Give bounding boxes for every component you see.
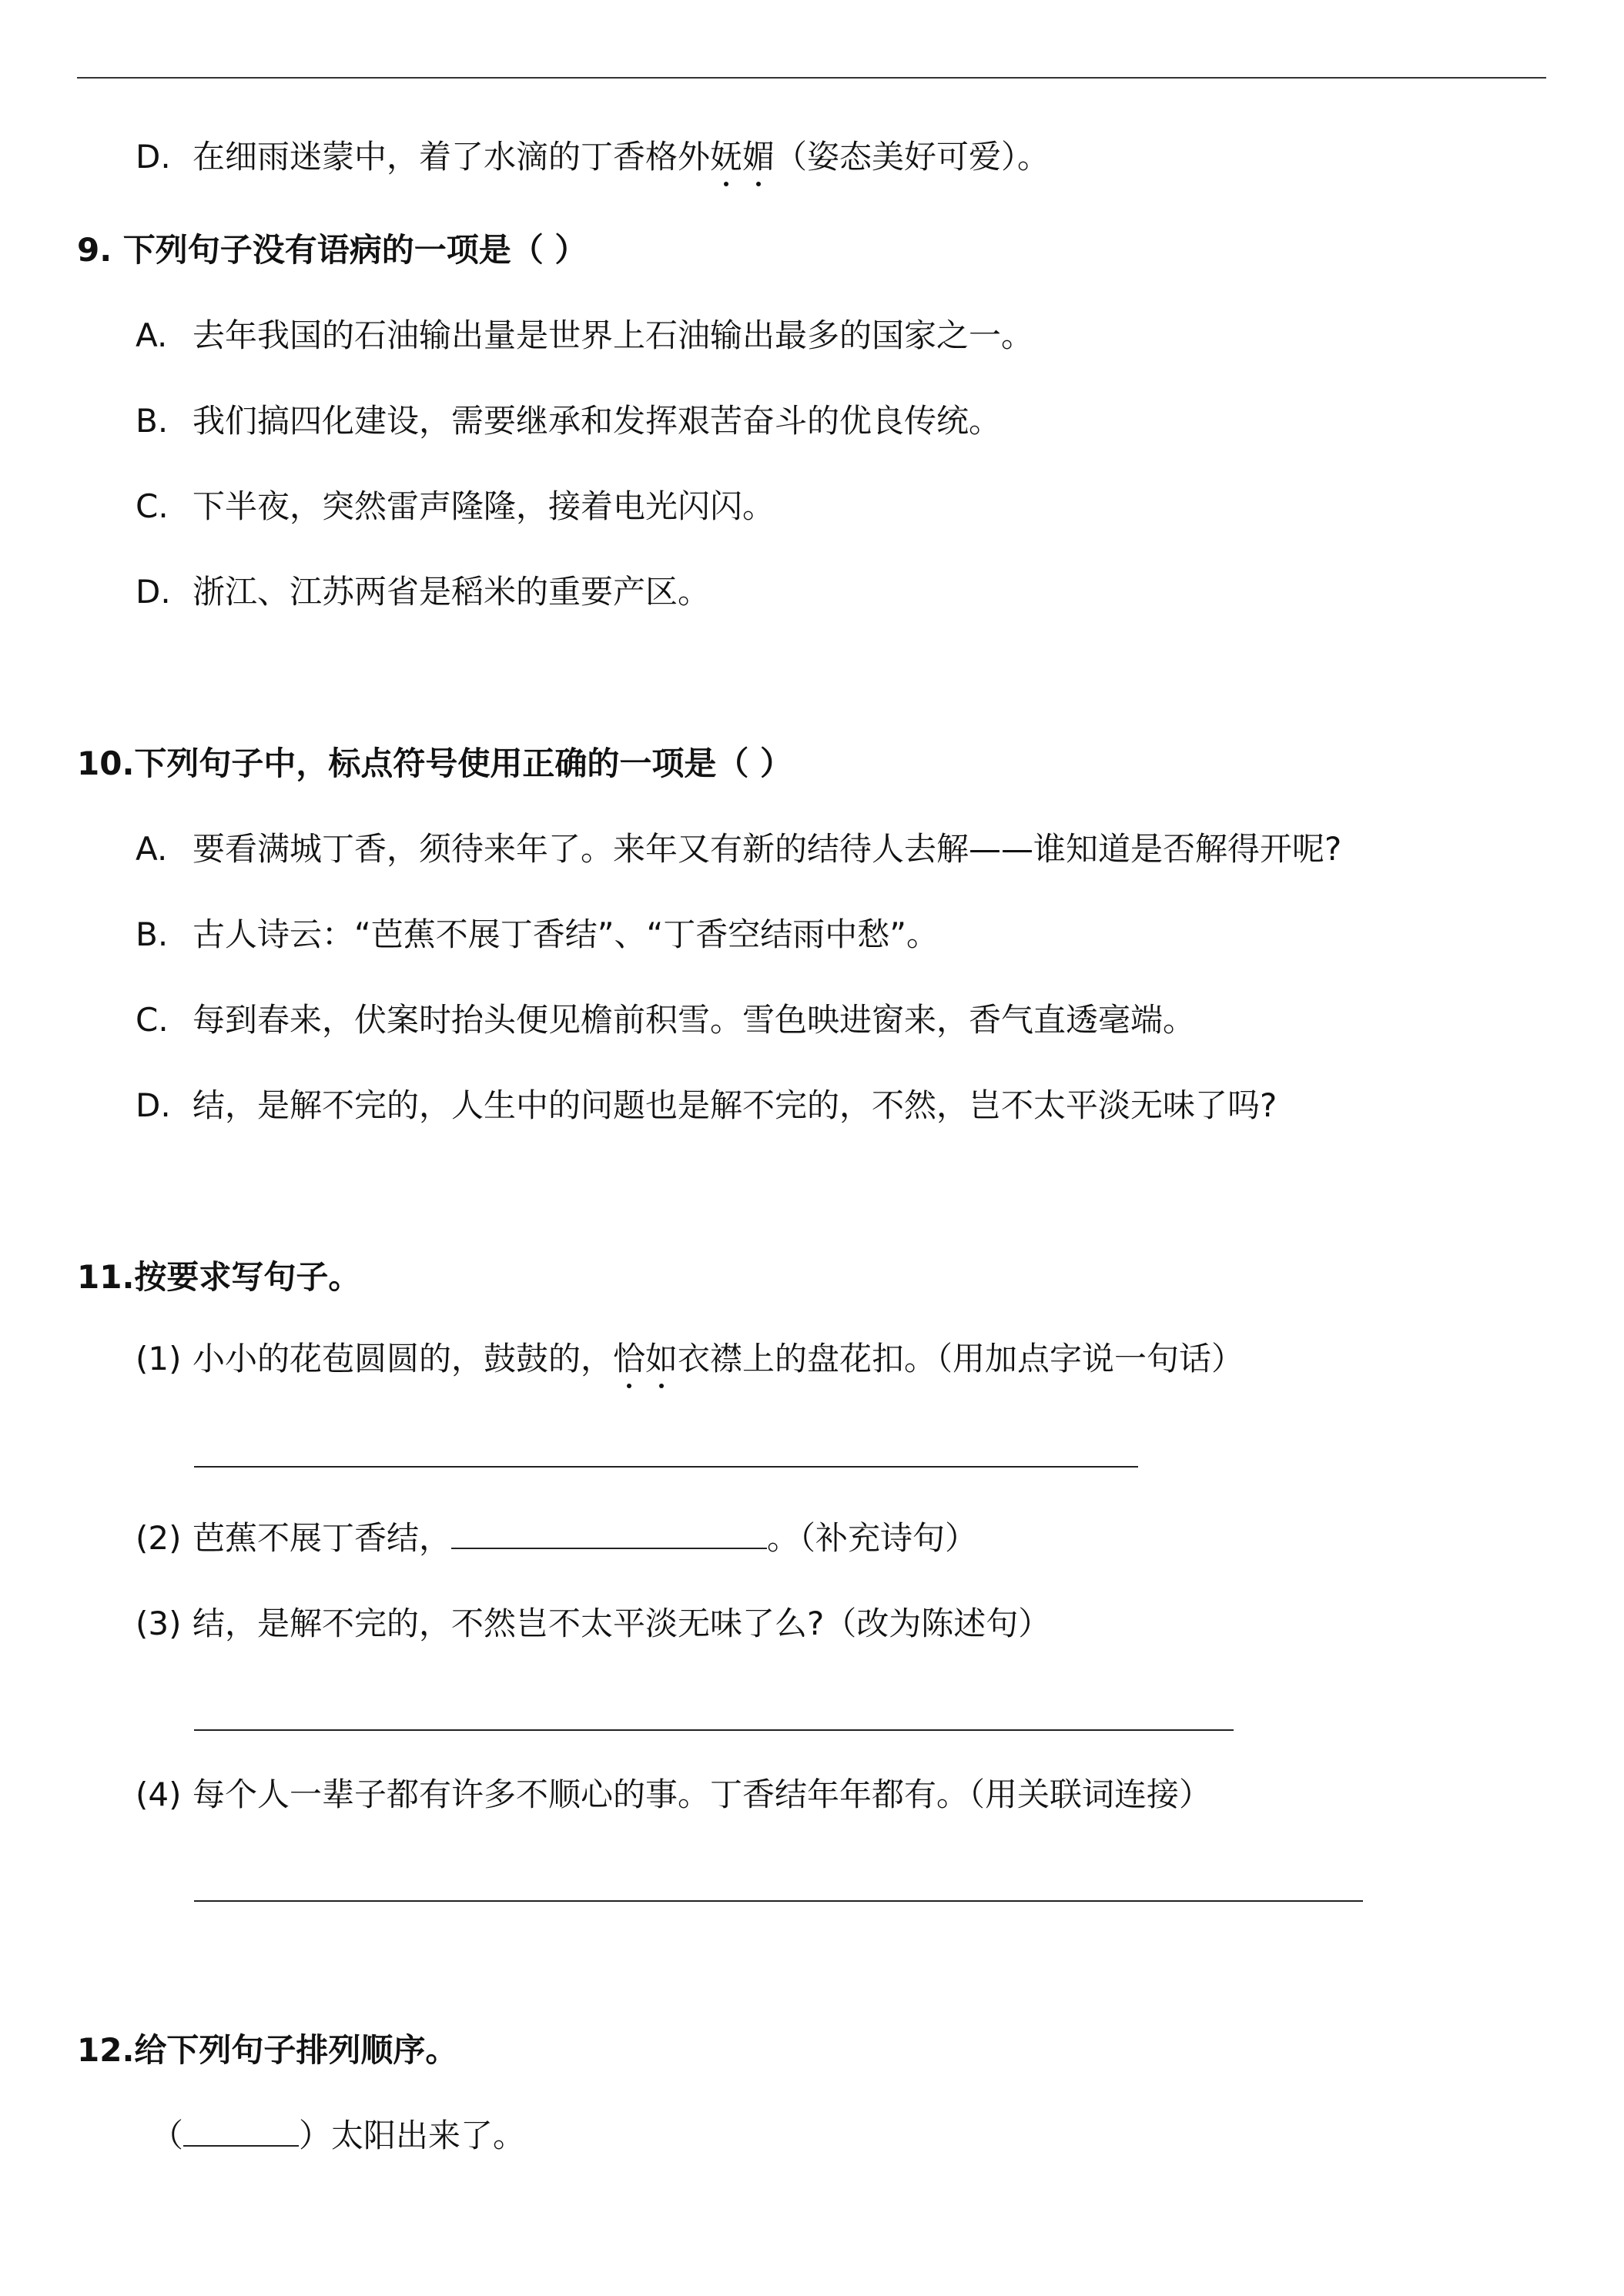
option-text: 浙江、江苏两省是稻米的重要产区。 bbox=[193, 573, 711, 611]
option-text: 结，是解不完的，人生中的问题也是解不完的，不然，岂不太平淡无味了吗? bbox=[193, 1086, 1277, 1124]
q9-option-a bbox=[136, 314, 1033, 357]
item-label: (4) bbox=[136, 1776, 182, 1813]
item-text-part: 芭蕉不展丁香结， bbox=[193, 1519, 452, 1557]
item-text: 太阳出来了。 bbox=[331, 2117, 526, 2154]
question-9-title: 9. 下列句子没有语病的一项是（ ） bbox=[77, 231, 588, 269]
option-text: 古人诗云：“芭蕉不展丁香结”、“丁香空结雨中愁”。 bbox=[193, 915, 939, 953]
option-text: 下半夜，突然雷声隆隆，接着电光闪闪。 bbox=[193, 487, 775, 525]
option-label: C. bbox=[136, 1001, 169, 1039]
dotted-char-text: 恰 bbox=[613, 1340, 646, 1377]
option-label: D. bbox=[136, 1086, 171, 1124]
q9-option-b bbox=[136, 400, 1001, 443]
item-label: (2) bbox=[136, 1519, 182, 1557]
option-text-part: （姿态美好可爱）。 bbox=[775, 138, 1050, 176]
dotted-char bbox=[710, 136, 742, 179]
q9-option-d bbox=[136, 571, 710, 614]
emphasis-dot bbox=[724, 182, 728, 186]
option-label: D. bbox=[136, 573, 171, 611]
option-text: 每到春来，伏案时抬头便见檐前积雪。雪色映进窗来，香气直透毫端。 bbox=[193, 1001, 1196, 1039]
q10-option-b bbox=[136, 913, 939, 956]
option-label: B. bbox=[136, 402, 169, 440]
question-11-title: 11.按要求写句子。 bbox=[77, 1258, 361, 1296]
q10-option-d bbox=[136, 1084, 1277, 1127]
emphasis-dot bbox=[756, 182, 761, 186]
option-label: A. bbox=[136, 316, 168, 354]
answer-line-3[interactable] bbox=[194, 1729, 1234, 1731]
paren-open: （ bbox=[151, 2117, 184, 2154]
q11-item-2 bbox=[136, 1517, 977, 1560]
q11-item-3 bbox=[136, 1602, 1050, 1645]
dotted-char-text: 妩 bbox=[710, 138, 743, 176]
option-label: B. bbox=[136, 915, 169, 953]
emphasis-dot bbox=[627, 1384, 631, 1388]
item-label: (3) bbox=[136, 1605, 182, 1642]
item-text: 每个人一辈子都有许多不顺心的事。丁香结年年都有。（用关联词连接） bbox=[193, 1776, 1212, 1813]
option-text: 我们搞四化建设，需要继承和发挥艰苦奋斗的优良传统。 bbox=[193, 402, 1002, 440]
question-12-title: 12.给下列句子排列顺序。 bbox=[77, 2031, 458, 2069]
header-rule bbox=[77, 77, 1546, 79]
q10-option-a bbox=[136, 828, 1341, 871]
item-text-part: 。（补充诗句） bbox=[767, 1519, 978, 1557]
option-text: 要看满城丁香，须待来年了。来年又有新的结待人去解——谁知道是否解得开呢? bbox=[193, 830, 1342, 868]
q9-option-c bbox=[136, 485, 775, 528]
item-text-part: 衣襟上的盘花扣。（用加点字说一句话） bbox=[678, 1340, 1244, 1377]
item-label: (1) bbox=[136, 1340, 182, 1377]
answer-line-4[interactable] bbox=[194, 1900, 1363, 1902]
question-10-title: 10.下列句子中，标点符号使用正确的一项是（ ） bbox=[77, 745, 793, 782]
q10-option-c bbox=[136, 999, 1195, 1042]
dotted-char bbox=[645, 1337, 678, 1381]
option-label: C. bbox=[136, 487, 169, 525]
q11-item-1 bbox=[136, 1337, 1244, 1381]
q8-option-d bbox=[136, 136, 1050, 179]
answer-line-1[interactable] bbox=[194, 1466, 1138, 1468]
dotted-char-text: 媚 bbox=[742, 138, 775, 176]
option-label: A. bbox=[136, 830, 168, 868]
option-label: D. bbox=[136, 138, 171, 176]
option-text-part: 在细雨迷蒙中，着了水滴的丁香格外 bbox=[193, 138, 711, 176]
dotted-char-text: 如 bbox=[645, 1340, 678, 1377]
option-text: 去年我国的石油输出量是世界上石油输出最多的国家之一。 bbox=[193, 316, 1034, 354]
paren-close: ） bbox=[299, 2117, 332, 2154]
dotted-char bbox=[742, 136, 775, 179]
emphasis-dot bbox=[659, 1384, 664, 1388]
order-blank[interactable] bbox=[183, 2114, 299, 2147]
fill-in-blank[interactable] bbox=[451, 1517, 767, 1549]
item-text: 结，是解不完的，不然岂不太平淡无味了么?（改为陈述句） bbox=[193, 1605, 1051, 1642]
q11-item-4 bbox=[136, 1773, 1211, 1816]
item-text-part: 小小的花苞圆圆的，鼓鼓的， bbox=[193, 1340, 614, 1377]
q12-item-1 bbox=[151, 2114, 525, 2157]
dotted-char bbox=[613, 1337, 645, 1381]
